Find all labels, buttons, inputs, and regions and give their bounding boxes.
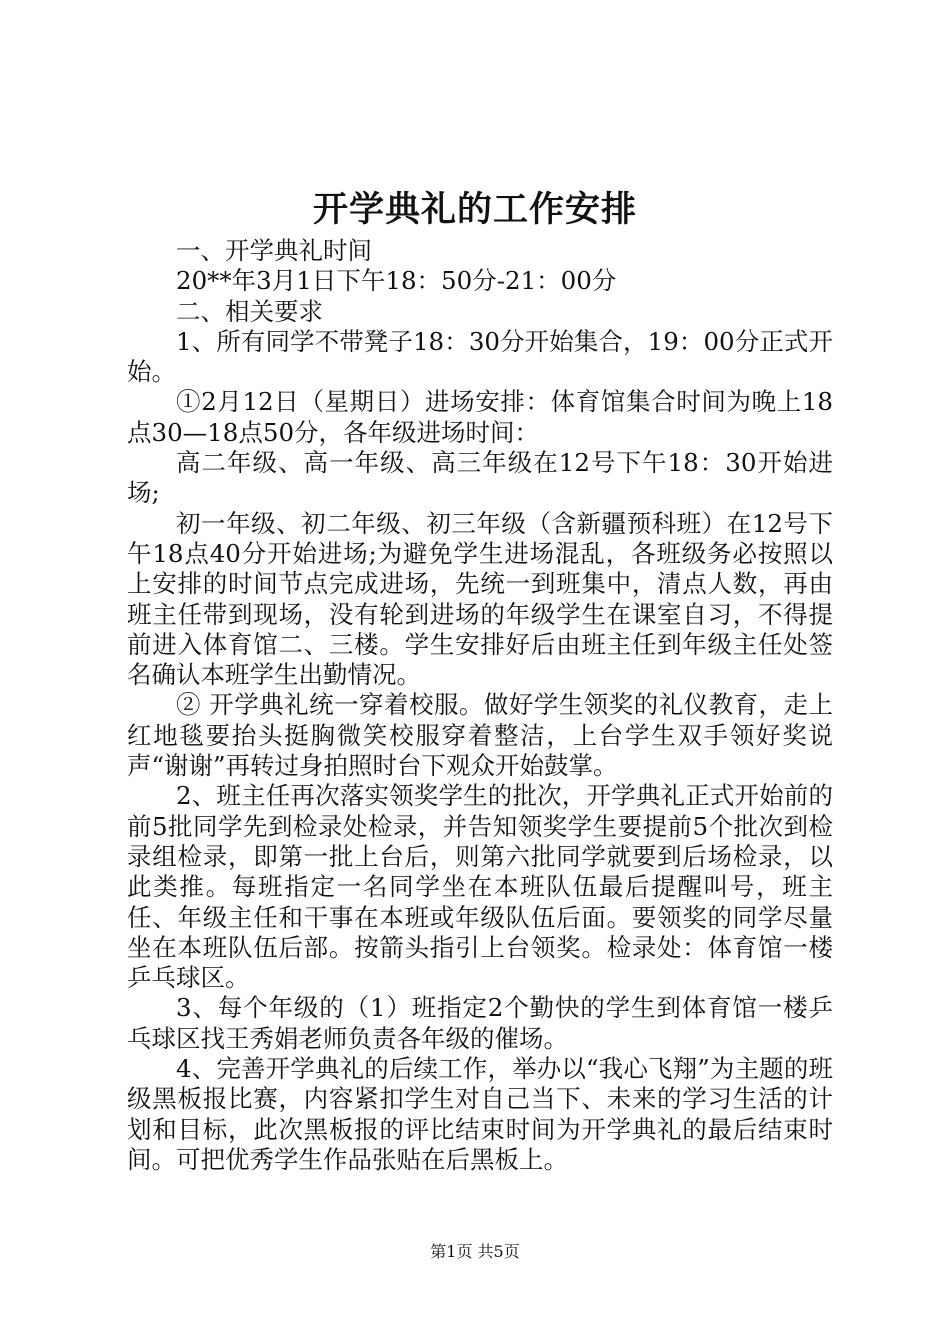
junior-grades-entry-paragraph: 初一年级、初二年级、初三年级（含新疆预科班）在12号下午18点40分开始进场;为避免学生进场混乱，各班级务必按照以上安排的时间节点完成进场，先统一到班集中，清点人数，再由班主任带到现场，没有轮到进场的年级学生在课室自习，不得提前进入体育馆二、三楼。学生安排好后由班主任到年级主任处签名确认本班学生出勤情况。 [127,508,833,690]
section-heading-requirements: 二、相关要求 [176,296,323,326]
document-title: 开学典礼的工作安排 [312,189,637,230]
document-body [127,236,833,1175]
senior-grades-entry-paragraph: 高二年级、高一年级、高三年级在12号下午18：30开始进场; [127,448,833,508]
requirement-paragraph-1: 1、所有同学不带凳子18：30分开始集合，19：00分正式开始。 [127,326,833,387]
requirement-paragraph-4: 4、完善开学典礼的后续工作，举办以“我心飞翔”为主题的班级黑板报比赛，内容紧扣学生对自己当下、未来的学习生活的计划和目标，此次黑板报的评比结束时间为开学典礼的最后结束时间。可把优秀学生作品张贴在后黑板上。 [127,1054,833,1174]
entry-arrangement-paragraph: ①2月12日（星期日）进场安排：体育馆集合时间为晚上18点30—18点50分，各年级进场时间： [127,387,833,447]
page-footer: 第1页 共5页 [430,1242,520,1261]
ceremony-time-text: 20**年3月1日下午18：50分-21：00分 [176,266,617,296]
requirement-paragraph-2: 2、班主任再次落实领奖学生的批次，开学典礼正式开始前的前5批同学先到检录处检录，并告知领奖学生要提前5个批次到检录组检录，即第一批上台后，则第六批同学就要到后场检录，以此类推。每班指定一名同学坐在本班队伍最后提醒叫号，班主任、年级主任和干事在本班或年级队伍后面。要领奖的同学尽量坐在本班队伍后部。按箭头指引上台领奖。检录处：体育馆一楼乒乓球区。 [127,781,833,993]
requirement-paragraph-3: 3、每个年级的（1）班指定2个勤快的学生到体育馆一楼乒乓球区找王秀娟老师负责各年级的催场。 [127,993,833,1053]
section-heading-time: 一、开学典礼时间 [176,236,372,265]
uniform-etiquette-paragraph: ② 开学典礼统一穿着校服。做好学生领奖的礼仪教育，走上红地毯要抬头挺胸微笑校服穿着整洁，上台学生双手领好奖说声“谢谢”再转过身拍照时台下观众开始鼓掌。 [127,690,833,781]
